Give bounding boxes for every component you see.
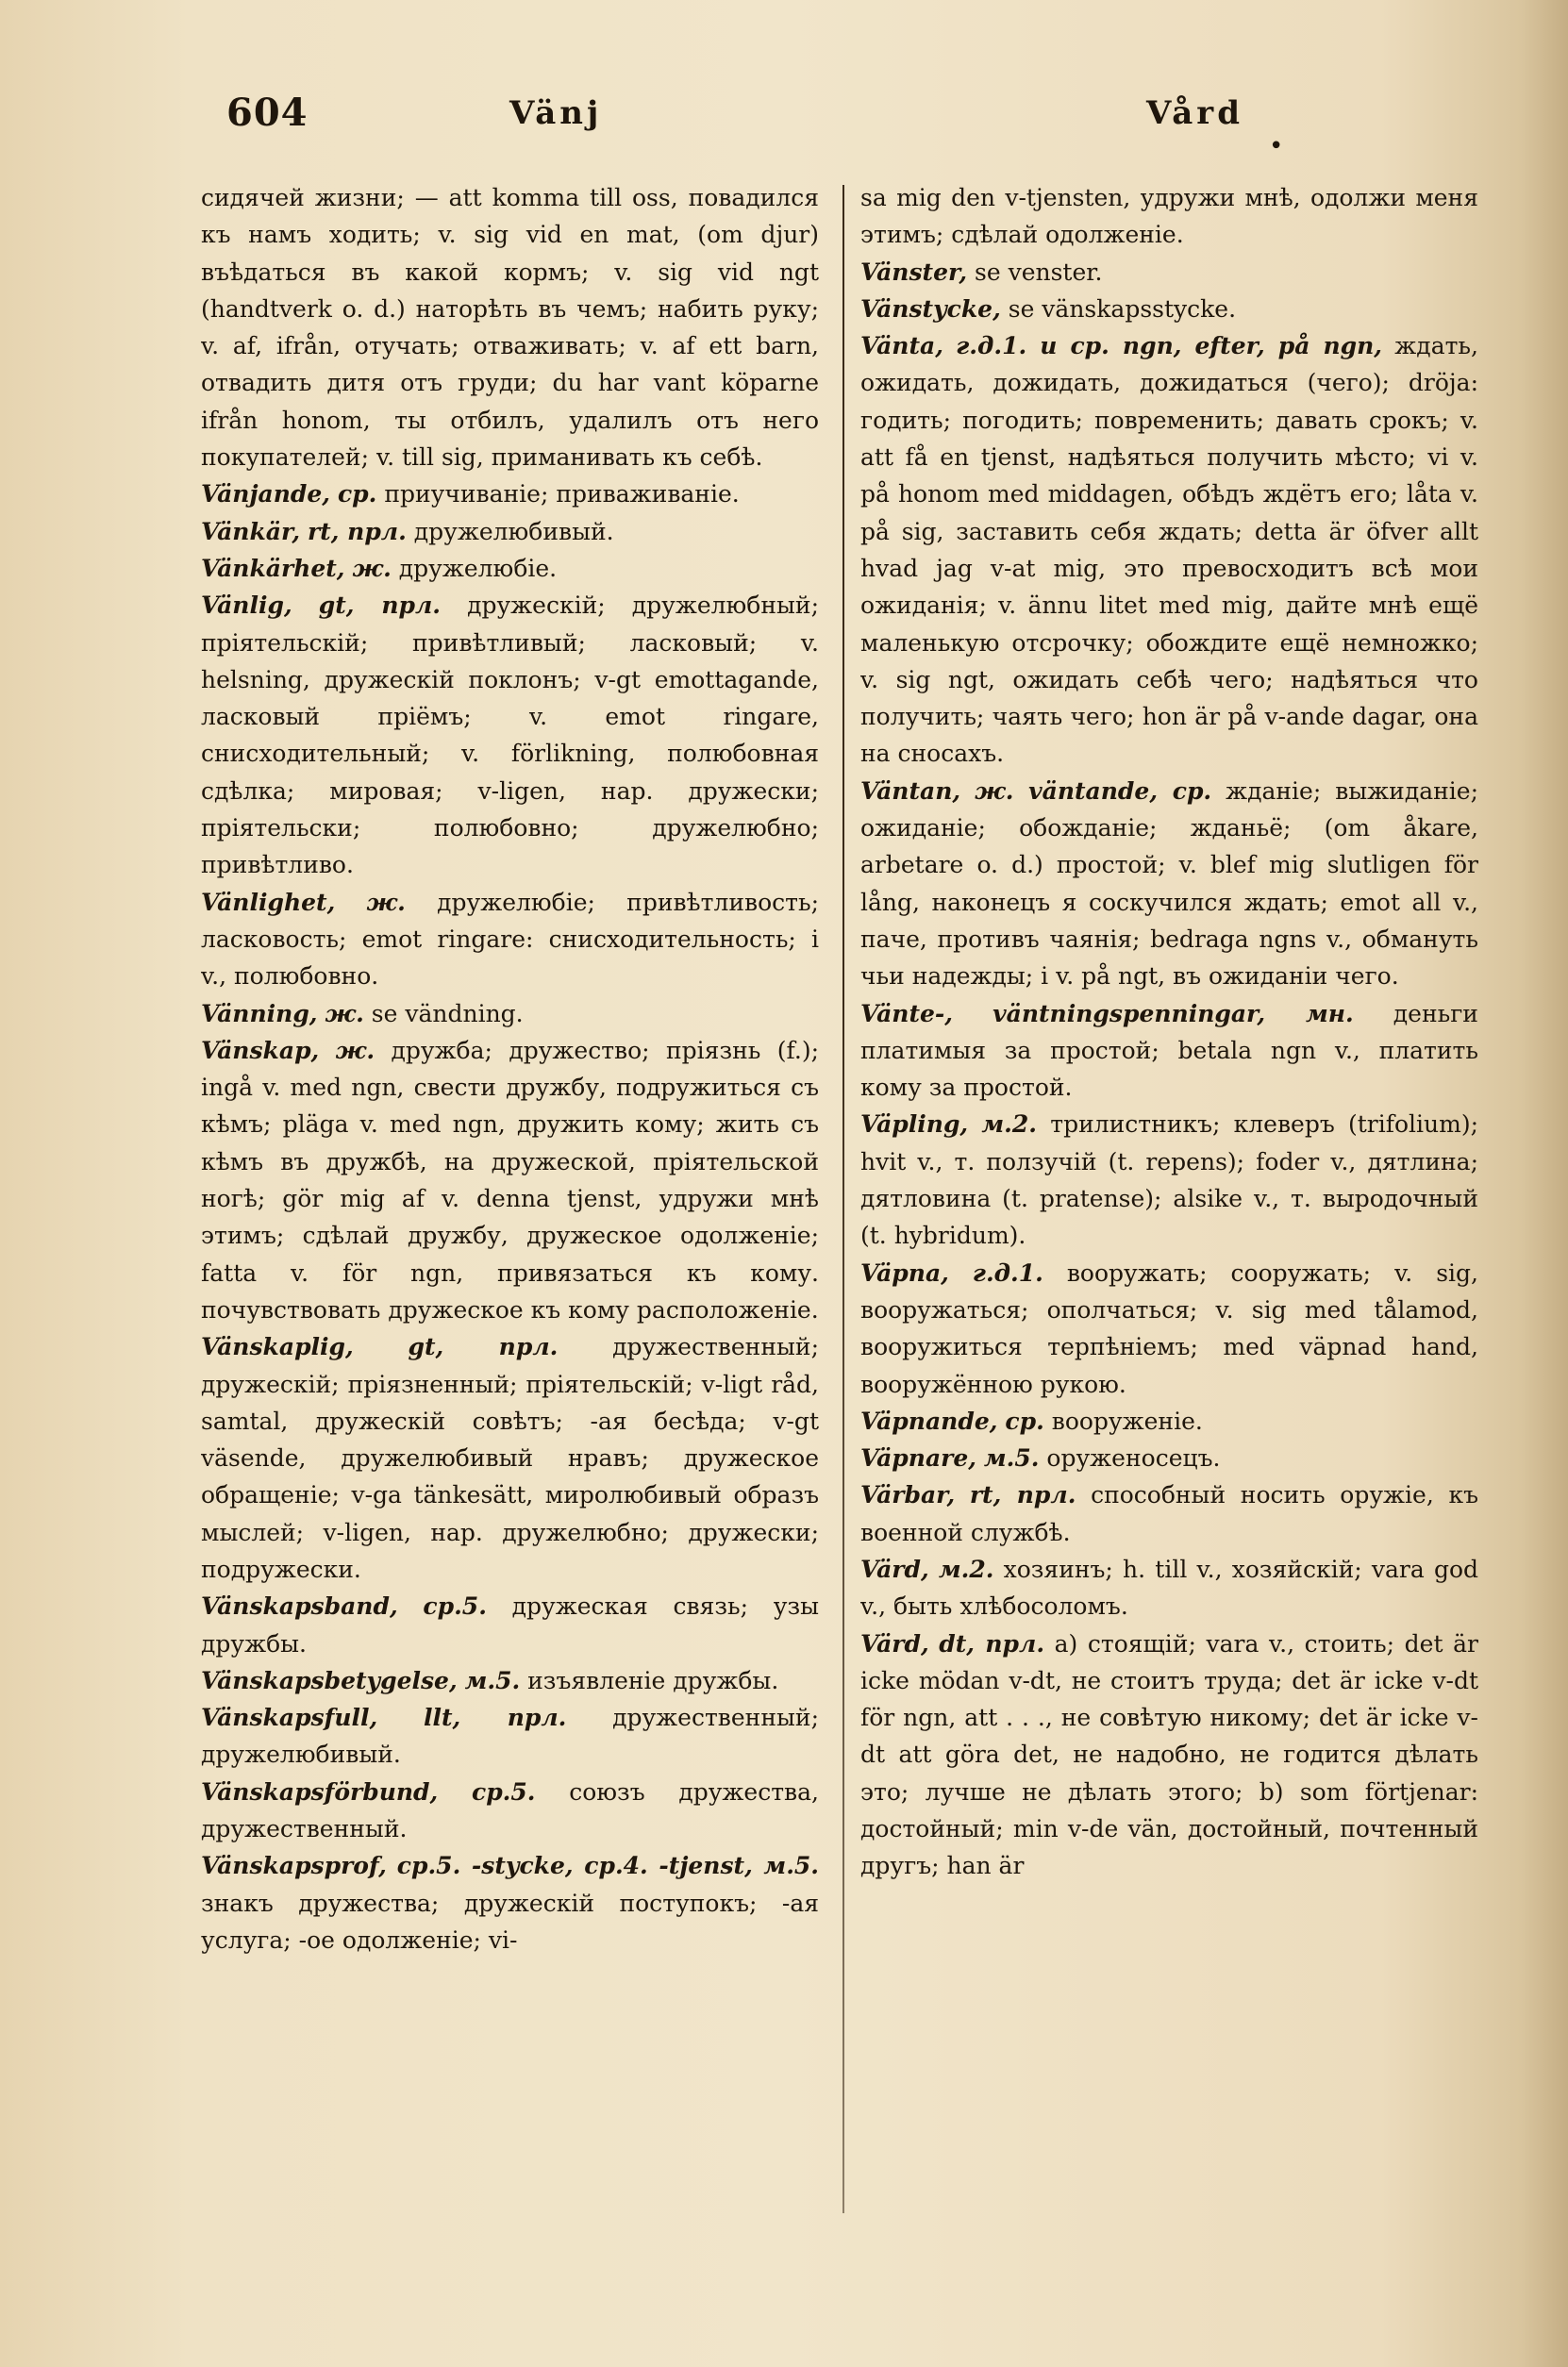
entry-text: дружескій; дружелюбный; пріятельскій; привѣтливый; ласковый; v. helsning, дружескій поклонъ; v-gt emottagande, ласковый пріёмъ; v. emot ringare, снисходительный; v. förlikning, полюбовная сдѣлка; мировая; v-ligen, нар. дружески; пріятельски; полюбовно; дружелюбно; привѣтливо. (201, 592, 819, 879)
entry-grammar: rt, прл. (308, 517, 407, 545)
entry-text: способный носить оружіе, къ военной службѣ. (860, 1481, 1478, 1546)
entry-grammar: ж. (352, 554, 392, 582)
column-divider (842, 185, 844, 2213)
entry-text: сидячей жизни; — att komma till oss, повадился къ намъ ходить; v. sig vid en mat, (om djur) въѣдаться въ какой кормъ; v. sig vid ngt (handtverk o. d.) наторѣть въ чемъ; набить руку; v. af, ifrån, отучать; отваживать; v. af ett barn, отвадить дитя отъ груди; du har vant köparne ifrån honom, ты отбилъ, удалилъ отъ него покупателей; v. till sig, приманивать къ себѣ. (201, 184, 819, 472)
entry-text: оруженосецъ. (1046, 1444, 1221, 1473)
entry-text: дружба; дружество; пріязнь (f.); ingå v. med ngn, свести дружбу, подружиться съ кѣмъ; pläga v. med ngn, дружить кому; жить съ кѣмъ въ дружбѣ, на дружеской, пріятельской ногѣ; gör mig af v. denna tjenst, удружи мнѣ этимъ; сдѣлай дружбу, дружеское одолженіе; fatta v. för ngn, привязаться къ кому. почувствовать дружеское къ кому расположеніе. (201, 1036, 819, 1324)
entry-headword: Vänskap, (201, 1036, 320, 1064)
page-number: 604 (226, 91, 309, 135)
dictionary-entry (201, 995, 819, 1032)
entry-headword: Vänjande, (201, 480, 330, 508)
entry-text: se vänskapsstycke. (1008, 294, 1237, 323)
entry-grammar: rt, прл. (969, 1481, 1076, 1509)
entry-grammar: ж. (366, 888, 406, 916)
dictionary-entry (201, 1774, 819, 1848)
entry-text: знакъ дружества; дружескій поступокъ; -ая услуга; -ое одолженіе; vi- (201, 1889, 819, 1954)
dictionary-entry (860, 254, 1478, 291)
entry-headword: Vänster, (860, 258, 968, 286)
entry-grammar: gt, прл. (318, 592, 441, 620)
entry-headword: Vänskapsbetygelse, (201, 1666, 458, 1694)
entry-text: приучиваніе; приваживаніе. (384, 480, 740, 508)
entry-headword: Vänskapsförbund, (201, 1777, 439, 1806)
dictionary-entry (201, 550, 819, 587)
entry-grammar: г.д.1. (972, 1259, 1043, 1287)
entry-text: sa mig den v-tjensten, удружи мнѣ, одолжи меня этимъ; сдѣлай одолженіе. (860, 184, 1478, 249)
entry-text: союзъ дружества, дружественный. (201, 1777, 819, 1843)
entry-grammar: gt, прл. (408, 1333, 559, 1361)
entry-headword: Vänkärhet, (201, 554, 345, 582)
entry-text: дружелюбіе; привѣтливость; ласковость; emot ringare: снисходительность; i v., полюбовно. (201, 888, 819, 991)
dictionary-entry (201, 884, 819, 995)
entry-grammar: м.5. (464, 1666, 521, 1694)
dictionary-entry (201, 1328, 819, 1588)
entry-headword: Vänlig, (201, 592, 292, 620)
entry-grammar: г.д.1. и ср. ngn, efter, på ngn, (956, 332, 1382, 360)
entry-text: дружественный; дружелюбивый. (201, 1704, 819, 1769)
entry-text: дружеская связь; узы дружбы. (201, 1592, 819, 1658)
entry-headword: Vänlighet, (201, 888, 336, 916)
entry-headword: Vänte-, (860, 999, 954, 1027)
dictionary-entry (860, 1440, 1478, 1476)
dictionary-entry (860, 1551, 1478, 1625)
entry-text: деньги платимыя за простой; betala ngn v., платить кому за простой. (860, 999, 1478, 1102)
entry-grammar: ср.5. (423, 1592, 487, 1621)
entry-grammar: llt, прл. (423, 1704, 567, 1732)
entry-text: вооруженіе. (1051, 1407, 1203, 1435)
entry-grammar: м.2. (938, 1555, 994, 1583)
entry-headword: Väpnare, (860, 1444, 976, 1473)
dictionary-entry (201, 1032, 819, 1328)
dictionary-entry (860, 291, 1478, 327)
entry-grammar: ж. (335, 1036, 375, 1064)
entry-grammar: ср.5. (471, 1777, 536, 1806)
dictionary-entry (201, 1662, 819, 1699)
entry-text: трилистникъ; клеверъ (trifolium); hvit v., т. ползучій (t. repens); foder v., дятлина; дятловина (t. pratense); alsike v., т. выродочный (t. hybridum). (860, 1110, 1478, 1250)
dictionary-entry (201, 1847, 819, 1959)
dictionary-entry (201, 179, 819, 475)
dictionary-entry (201, 513, 819, 550)
entry-headword: Vänskapsfull, (201, 1704, 378, 1732)
entry-text: дружелюбивый. (413, 517, 614, 545)
dictionary-entry (201, 1699, 819, 1774)
entry-grammar: väntningspenningar, мн. (993, 999, 1354, 1027)
entry-headword: Vänskapsprof, (201, 1852, 387, 1880)
dictionary-entry (860, 1476, 1478, 1551)
running-head-left: Vänj (509, 94, 603, 132)
dictionary-entry (860, 995, 1478, 1107)
right-column (860, 179, 1478, 2292)
entry-headword: Vänskaplig, (201, 1333, 354, 1361)
entry-text: se vändning. (371, 999, 524, 1027)
dictionary-entry (860, 1625, 1478, 1885)
entry-grammar: ср.5. -stycke, ср.4. -tjenst, м.5. (396, 1852, 819, 1880)
page-header (0, 91, 1568, 160)
entry-grammar: dt, прл. (939, 1629, 1045, 1658)
entry-headword: Väpna, (860, 1259, 949, 1287)
entry-headword: Värd, (860, 1555, 929, 1583)
entry-text: дружелюбіе. (398, 554, 558, 582)
dictionary-entry (860, 327, 1478, 773)
entry-grammar: м.2. (981, 1110, 1037, 1139)
entry-text: se venster. (975, 258, 1103, 286)
entry-text: a) стоящій; vara v., стоить; det är icke mödan v-dt, не стоитъ труда; det är icke v-dt för ngn, att . . ., не совѣтую никому; det är icke v-dt att göra det, не надобно, не годится дѣлать это; лучше не дѣлать этого; b) som förtjenar: достойный; min v-de vän, достойный, почтенный другъ; han är (860, 1629, 1478, 1880)
dictionary-entry (860, 1255, 1478, 1403)
entry-grammar: м.5. (983, 1444, 1040, 1473)
entry-grammar: ср. (337, 480, 377, 508)
dictionary-entry (860, 179, 1478, 254)
entry-headword: Vänkär, (201, 517, 301, 545)
dictionary-entry (201, 475, 819, 512)
entry-headword: Värd, (860, 1629, 929, 1658)
dictionary-entry (201, 587, 819, 883)
entry-headword: Vänskapsband, (201, 1592, 398, 1621)
left-column (201, 179, 819, 2292)
entry-headword: Väntan, (860, 776, 961, 805)
entry-text: жданіе; выжиданіе; ожиданіе; обожданіе; жданьё; (om åkare, arbetare o. d.) простой; v. blef mig slutligen för lång, наконецъ я соскучился ждать; emot all v., паче, противъ чаянія; bedraga ngns v., обмануть чьи надежды; i v. på ngt, въ ожиданіи чего. (860, 776, 1478, 991)
entry-headword: Värbar, (860, 1481, 956, 1509)
ink-mark: • (1269, 132, 1284, 160)
entry-headword: Vänstycke, (860, 294, 1001, 323)
dictionary-entry (860, 773, 1478, 995)
entry-text: дружественный; дружескій; пріязненный; пріятельскій; v-ligt råd, samtal, дружескій совѣтъ; -ая бесѣда; v-gt väsende, дружелюбивый нравъ; дружеское обращеніе; v-ga tänkesätt, миролюбивый образъ мыслей; v-ligen, нар. дружелюбно; дружески; подружески. (201, 1333, 819, 1583)
running-head-right: Vård (1146, 94, 1243, 132)
entry-headword: Vänta, (860, 332, 943, 360)
entry-headword: Vänning, (201, 999, 318, 1027)
entry-headword: Väpnande, (860, 1407, 998, 1435)
entry-text: ждать, ожидать, дожидать, дожидаться (чего); dröja: годить; погодить; повременить; давать срокъ; v. att få en tjenst, надѣяться получить мѣсто; vi v. på honom med middagen, обѣдъ ждётъ его; låta v. på sig, заставить себя ждать; detta är öfver allt hvad jag v-at mig, это превосходитъ всѣ мои ожиданія; v. ännu litet med mig, дайте мнѣ ещё маленькую отсрочку; обождите ещё немножко; v. sig ngt, ожидать себѣ чего; надѣяться что получить; чаять чего; hon är på v-ande dagar, она на сносахъ. (860, 332, 1478, 768)
entry-grammar: ж. väntande, ср. (975, 776, 1212, 805)
entry-grammar: ж. (325, 999, 364, 1027)
entry-grammar: ср. (1005, 1407, 1044, 1435)
entry-headword: Väpling, (860, 1110, 969, 1139)
entry-text: вооружать; сооружать; v. sig, вооружаться; ополчаться; v. sig med tålamod, вооружиться терпѣніемъ; med väpnad hand, вооружённою рукою. (860, 1259, 1478, 1398)
entry-text: изъявленіе дружбы. (527, 1666, 779, 1694)
entry-text: хозяинъ; h. till v., хозяйскій; vara god v., быть хлѣбосоломъ. (860, 1555, 1478, 1621)
dictionary-entry (860, 1106, 1478, 1254)
dictionary-entry (201, 1588, 819, 1662)
dictionary-entry (860, 1403, 1478, 1440)
